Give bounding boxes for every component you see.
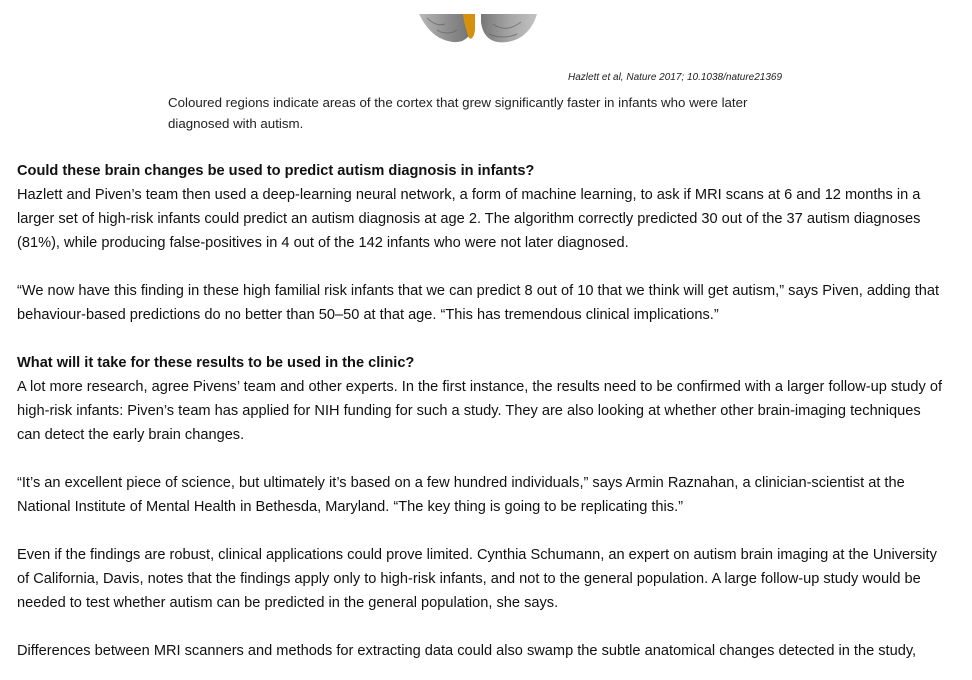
section-heading-clinic: What will it take for these results to be used in the clinic? <box>17 355 415 371</box>
paragraph: Even if the findings are robust, clinical applications could prove limited. Cynthia Schumann, an expert on autism brain imaging at the University of California, Davis, notes that the findings apply only to high-risk infants, and not to the general population. A large follow-up study would be needed to test whether autism can be predicted in the general population, she says. <box>17 547 937 611</box>
paragraph: Differences between MRI scanners and methods for extracting data could also swamp the subtle anatomical changes detected in the study, <box>17 643 917 659</box>
figure-caption: Coloured regions indicate areas of the cortex that grew significantly faster in infants who were later diagnosed with autism. <box>168 95 748 131</box>
section-heading-predict: Could these brain changes be used to predict autism diagnosis in infants? <box>17 163 535 179</box>
paragraph: “It’s an excellent piece of science, but ultimately it’s based on a few hundred individuals,” says Armin Raznahan, a clinician-scientist at the National Institute of Mental Health in Bethesda, Maryland. “The key thing is going to be replicating this.” <box>17 475 905 515</box>
paragraph: A lot more research, agree Pivens’ team and other experts. In the first instance, the results need to be confirmed with a larger follow-up study of high-risk infants: Piven’s team has applied for NIH funding for such a study. They are also looking at whether other brain-imaging techniques can detect the early brain changes. <box>17 379 943 443</box>
figure-credit: Hazlett et al, Nature 2017; 10.1038/nature21369 <box>568 72 783 83</box>
brain-figure <box>417 0 541 56</box>
paragraph: Hazlett and Piven’s team then used a deep-learning neural network, a form of machine learning, to ask if MRI scans at 6 and 12 months in a larger set of high-risk infants could predict an autism diagnosis at age 2. The algorithm correctly predicted 30 out of the 37 autism diagnoses (81%), while producing false-positives in 4 out of the 142 infants who were not later diagnosed. <box>17 187 921 251</box>
article-body <box>17 159 947 663</box>
paragraph: “We now have this finding in these high familial risk infants that we can predict 8 out of 10 that we think will get autism,” says Piven, adding that behaviour-based predictions do no better than 50–50 at that age. “This has tremendous clinical implications.” <box>17 283 940 323</box>
brain-scan-image <box>417 0 541 56</box>
